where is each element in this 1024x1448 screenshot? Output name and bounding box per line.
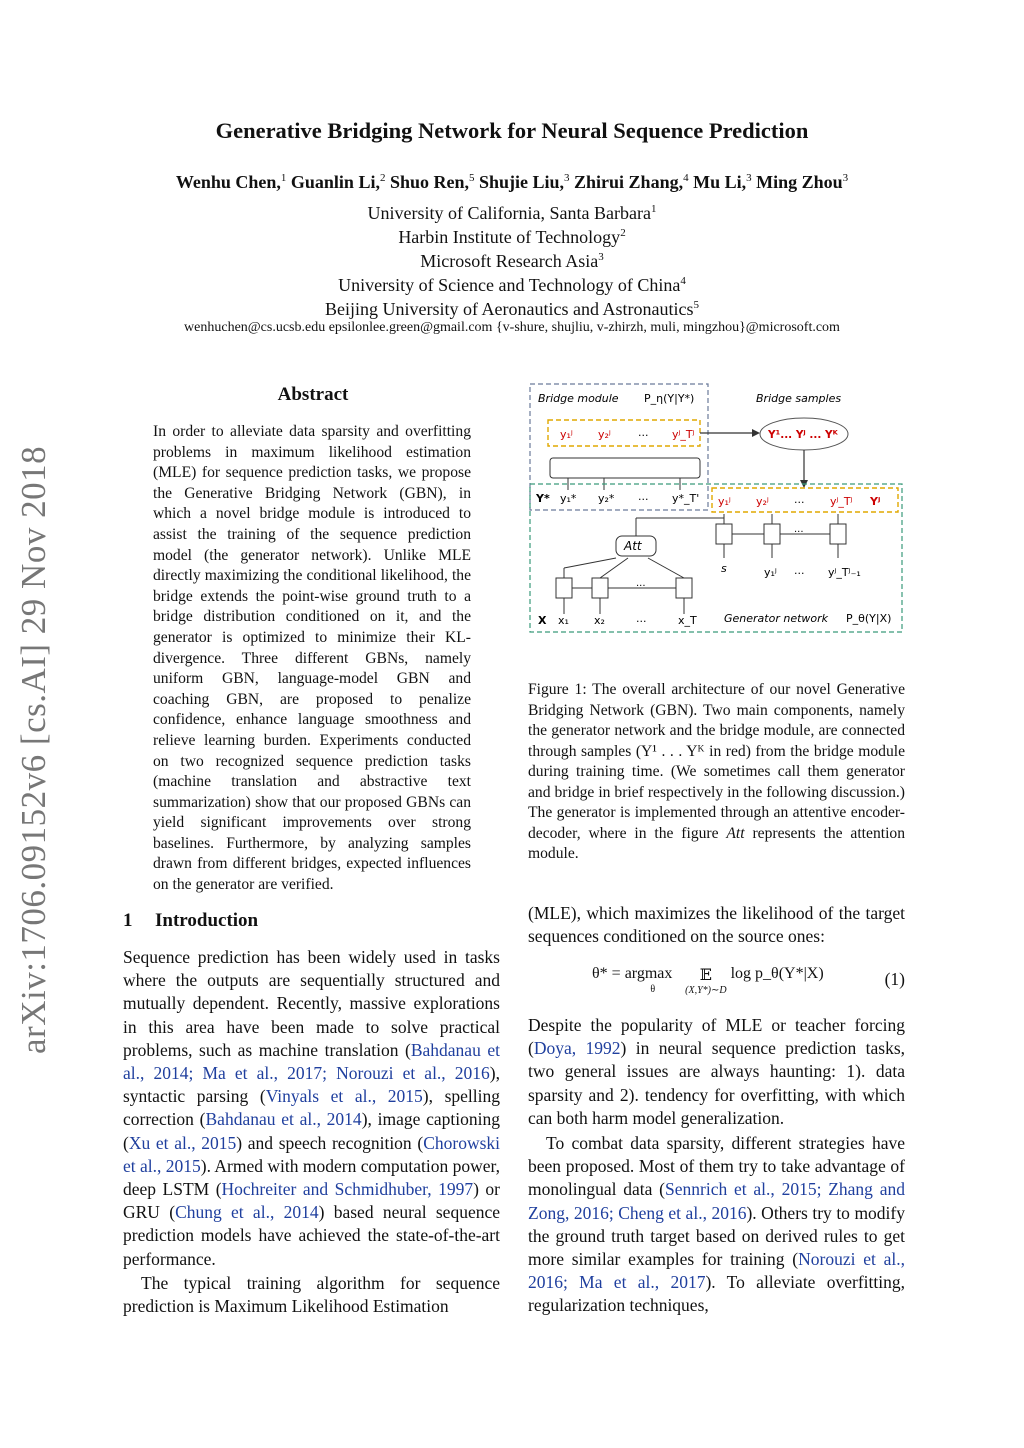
author-emails: wenhuchen@cs.ucsb.edu epsilonlee.green@gmail.com {v-shure, shujliu, v-zhirzh, muli, mingzhou}@microsoft.com	[184, 320, 840, 335]
affiliation: University of California, Santa Barbara$^1$	[367, 203, 657, 223]
citation-link[interactable]: Hochreiter and Schmidhuber, 1997	[221, 1179, 474, 1200]
attention-label: Att	[624, 539, 642, 553]
abstract-text: In order to alleviate data sparsity and overfitting problems in maximum likelihood estimation (MLE) for sequence prediction tasks, we propose the Generative Bridging Network (GBN), in which a novel bridge module is introduced to assist the training of the sequence prediction model (the generator network). Unlike MLE directly maximizing the conditional likelihood, the bridge extends the point-wise ground truth to a bridge distribution conditioned on it, and the generator is optimized to minimize their KL-divergence. Three different GBNs, namely uniform GBN, language-model GBN and coaching GBN, are proposed to penalize confidence, enhance language smoothness and relieve learning burden. Experiments conducted on two recognized sequence prediction tasks (machine translation and abstractive text summarization) show that our proposed GBNs can yield significant improvements over strong baselines. Furthermore, by analyzing samples drawn from different bridges, expected influences on the generator are verified.	[153, 423, 471, 894]
author-name: Shuo Ren,$^5$	[389, 172, 475, 192]
bridge-out-token: y₁ʲ	[560, 428, 573, 441]
citation-link[interactable]: Bahdanau et al., 2014; Ma et al., 2017; Norouzi et al., 2016	[123, 1039, 500, 1084]
bridge-out-token: y₂ʲ	[598, 428, 611, 441]
citation-link[interactable]: Chorowski et al., 2015	[123, 1132, 500, 1176]
decoder-target-ellipsis: ...	[794, 493, 805, 506]
encoder-input: x_T	[678, 614, 697, 627]
figure-caption: Figure 1: The overall architecture of our novel Generative Bridging Network (GBN). Two main components, namely the generator network and the bridge module, are connected through samples (Y¹ . . . Yᴷ in red) from the bridge module during training time. (We sometimes call them generator and bridge in brief respectively in the following discussion.) The generator is implemented through an attentive encoder-decoder, where in the figure Att represents the attention module.	[528, 681, 905, 862]
citation-link[interactable]: Sennrich et al., 2015; Zhang and Zong, 2016; Cheng et al., 2016	[528, 1179, 905, 1223]
citation-link[interactable]: Bahdanau et al., 2014	[205, 1109, 362, 1130]
encoder-cell	[592, 578, 608, 598]
decoder-cell	[830, 524, 846, 544]
encoder-input: x₂	[594, 614, 605, 627]
citation-link[interactable]: Doya, 1992	[533, 1038, 621, 1059]
affiliation: University of Science and Technology of China$^4$	[338, 275, 686, 295]
author-name: Zhirui Zhang,$^4$	[574, 172, 689, 192]
decoder-cell	[764, 524, 780, 544]
decoder-target-token: y₂ʲ	[756, 495, 769, 508]
decoder-input: y₁ʲ	[764, 566, 777, 579]
intro-right-paragraph-1: (MLE), which maximizes the likelihood of the target sequences conditioned on the source ones:	[528, 903, 905, 947]
equation-1: θ* = argmax θ 𝔼 (X,Y*)∼D log p_θ(Y*|X) (1)	[592, 965, 905, 996]
bridge-samples-label: Bridge samples	[756, 392, 842, 405]
samples-text: Y¹... Yʲ ... Yᴷ	[768, 429, 838, 441]
architecture-figure	[528, 378, 908, 638]
ystar-token: y*_T'	[672, 492, 700, 505]
ystar-token: y₂*	[598, 492, 615, 505]
citation-link[interactable]: Norouzi et al., 2016; Ma et al., 2017	[528, 1249, 906, 1293]
author-name: Shujie Liu,$^3$	[478, 172, 570, 192]
paper-title: Generative Bridging Network for Neural Sequence Prediction	[215, 118, 809, 143]
ystar-token: y₁*	[560, 492, 577, 505]
yj-label: Yʲ	[870, 495, 881, 508]
encoder-cell	[676, 578, 692, 598]
section-heading: 1 Introduction	[123, 910, 259, 931]
intro-paragraph-1: Sequence prediction has been widely used in tasks where the outputs are sequentially structured and mutually dependent. Recently, massive explorations in this area have been made to solve practical problems, such as machine translation (Bahdanau et al., 2014; Ma et al., 2017; Norouzi et al., 2016), syntactic parsing (Vinyals et al., 2015), spelling correction (Bahdanau et al., 2014), image captioning (Xu et al., 2015) and speech recognition (Chorowski et al., 2015). Armed with modern computation power, deep LSTM (Hochreiter and Schmidhuber, 1997) or GRU (Chung et al., 2014) based neural sequence prediction models have achieved the state-of-the-art performance.	[123, 947, 500, 1269]
intro-paragraph-2: The typical training algorithm for sequence prediction is Maximum Likelihood Estimation	[123, 1273, 500, 1317]
author-list	[0, 172, 1024, 193]
generator-label: Generator network	[724, 612, 829, 625]
affiliation: Microsoft Research Asia$^3$	[420, 251, 604, 271]
abstract-heading: Abstract	[277, 384, 349, 405]
ystar-ellipsis: ...	[638, 490, 649, 503]
equation-number: (1)	[884, 969, 905, 989]
author-name: Mu Li,$^3$	[693, 172, 752, 192]
generator-dist-label: P_θ(Y|X)	[846, 612, 892, 625]
affiliation: Harbin Institute of Technology$^2$	[398, 227, 626, 247]
author-name: Ming Zhou$^3$	[756, 172, 849, 192]
decoder-cell	[716, 524, 732, 544]
author-name: Guanlin Li,$^2$	[290, 172, 386, 192]
affiliation: Beijing University of Aeronautics and Astronautics$^5$	[325, 299, 699, 319]
encoder-cell	[556, 578, 572, 598]
intro-right-paragraph-3: To combat data sparsity, different strategies have been proposed. Most of them try to take advantage of monolingual data (Sennrich et al., 2015; Zhang and Zong, 2016; Cheng et al., 2016). Others try to modify the ground truth target based on derived rules to get more similar examples for training (Norouzi et al., 2016; Ma et al., 2017). To alleviate overfitting, regularization techniques,	[528, 1133, 906, 1316]
decoder-ellipsis: ...	[794, 524, 804, 535]
encoder-input-ellipsis: ...	[636, 612, 647, 625]
encoder-input: x₁	[558, 614, 569, 627]
bridge-dist-label: P_η(Y|Y*)	[644, 392, 695, 405]
intro-right-paragraph-2: Despite the popularity of MLE or teacher forcing (Doya, 1992) in neural sequence prediction tasks, two general issues are always haunting: 1). data sparsity and 2). tendency for overfitting, with which can both harm model generalization.	[528, 1015, 906, 1128]
citation-link[interactable]: Xu et al., 2015	[128, 1132, 237, 1153]
decoder-input: s	[721, 562, 727, 575]
bridge-module-label: Bridge module	[538, 392, 619, 405]
bridge-out-token: yʲ_Tʲ	[672, 428, 695, 441]
arxiv-identifier: arXiv:1706.09152v6 [cs.AI] 29 Nov 2018	[14, 445, 53, 1054]
bridge-network-block	[550, 458, 700, 478]
ystar-label: Y*	[536, 492, 550, 505]
citation-link[interactable]: Chung et al., 2014	[175, 1202, 319, 1223]
encoder-ellipsis: ...	[636, 578, 646, 589]
bridge-out-ellipsis: ...	[638, 426, 649, 439]
citation-link[interactable]: Vinyals et al., 2015	[265, 1086, 423, 1107]
decoder-target-token: yʲ_Tʲ	[830, 495, 853, 508]
decoder-input: yʲ_Tʲ₋₁	[828, 566, 861, 579]
decoder-input-ellipsis: ...	[794, 564, 805, 577]
x-label: X	[538, 614, 547, 627]
author-name: Wenhu Chen,$^1$	[175, 172, 287, 192]
decoder-target-token: y₁ʲ	[718, 495, 731, 508]
